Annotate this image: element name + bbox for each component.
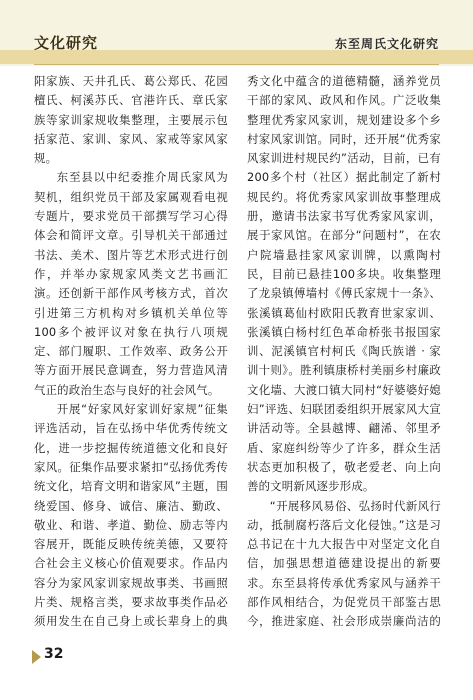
page-arrow-icon: [32, 650, 41, 664]
page-number: 32: [44, 646, 64, 662]
paragraph: 秀文化中蕴含的道德精髓，涵养党员干部的家风、政风和作风。广泛收集整理优秀家风家训，规划建设多个乡村家风家训馆。同时，还开展“优秀家风家训进村规民约”活动，目前，已有200多个村（社区）据此制定了新村规民约。将优秀家风家训故事整理成册，邀请书法家书写优秀家风家训，展于家风馆。在部分“问题村”，在农户院墙悬挂家风家训牌，以熏陶村民，目前已悬挂100多块。收集整理了龙泉镇傅墙村《傅氏家规十一条》、张溪镇葛仙村欧阳氏教育世家家训、张溪镇白杨村红色革命桥张书报国家训、泥溪镇官村柯氏《陶氏族谱 · 家训十则》。胜利镇康桥村美丽乡村廉政文化墙、大渡口镇大同村“好婆婆好媳妇”评选、妇联团委组织开展家风大宣讲活动等。全县越博、翩浠、邻里矛盾、家庭纠纷等少了许多，群众生活状态更加积极了，敬老爱老、向上向善的文明新风逐步形成。: [247, 74, 441, 494]
page-footer: [0, 638, 473, 700]
article-body: [34, 72, 441, 632]
left-column: [34, 72, 228, 632]
paragraph: 阳家族、天井孔氏、葛公郑氏、花园檀氏、柯溪苏氏、官港许氏、章氏家族等家训家规收集整理，主要展示包括家范、家训、家风、家戒等家风家规。: [34, 74, 228, 166]
header-rule: [34, 64, 439, 65]
paragraph: “开展移风易俗、弘扬时代新风行动，抵制腐朽落后文化侵蚀。”这是习总书记在十九大报告中对坚定文化自信，加强思想道德建设提出的新要求。东至县将传承优秀家风与涵养干部作风相结合，为促党员干部鉴古思今，推进家庭、社会形成崇廉尚洁的: [247, 498, 441, 629]
right-column: [247, 72, 441, 632]
section-label: 文化研究: [34, 34, 99, 52]
paragraph: 东至县以中纪委推介周氏家风为契机，组织党员干部及家属观看电视专题片，要求党员干部撰写学习心得体会和简评文章。引导机关干部通过书法、美术、图片等艺术形式进行创作，并举办家规家风类文艺书画汇演。还创新干部作风考核方式，首次引进第三方机构对乡镇机关单位等100多个被评议对象在执行八项规定、部门履职、工作效率、政务公开等方面开展民意调查，努力营造风清气正的政治生态与良好的社会风气。: [34, 170, 228, 397]
page-header: [0, 0, 473, 66]
paragraph: 开展“好家风好家训好家规”征集评选活动，旨在弘扬中华优秀传统文化，进一步挖掘传统道德文化和良好家风。征集作品要求紧扣“弘扬优秀传统文化，培育文明和谐家风”主题，围绕爱国、修身、诚信、廉洁、勤政、敬业、和谐、孝道、勤俭、励志等内容展开，既能反映传统美德，又要符合社会主义核心价值观要求。作品内容分为家风家训家规故事类、书画照片类、规格言类，要求故事类作品必须用发生在自己身上或长辈身上的典: [34, 402, 228, 629]
journal-name: 东至周氏文化研究: [334, 37, 439, 51]
